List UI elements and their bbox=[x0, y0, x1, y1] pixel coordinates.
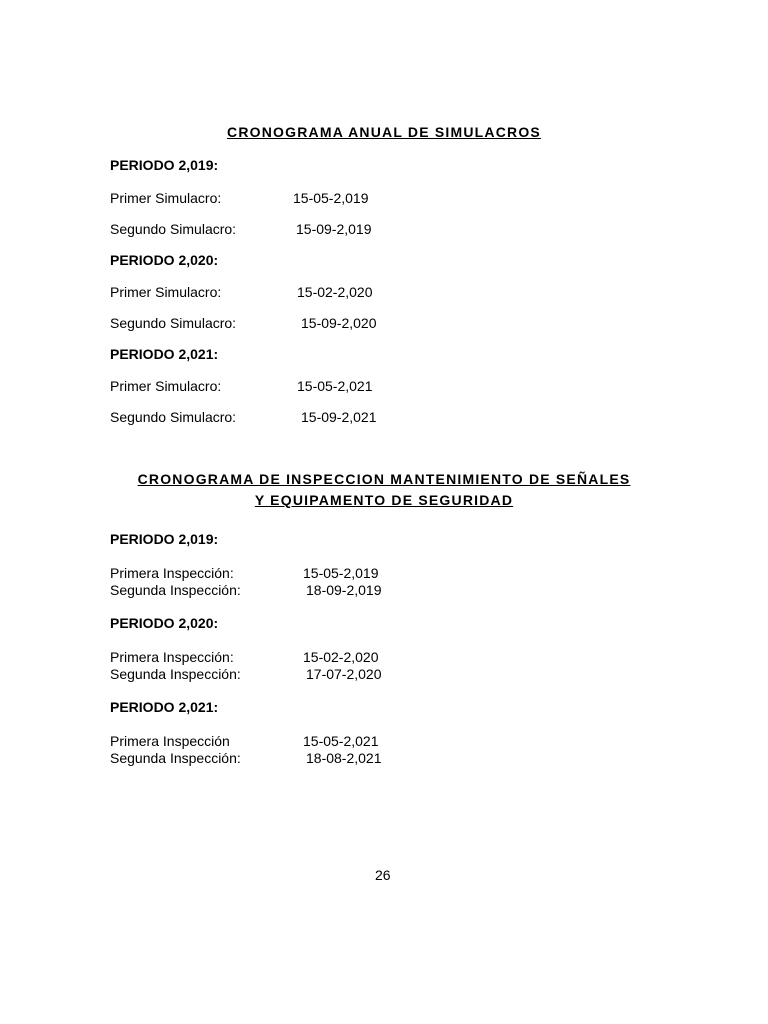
s2-row-label: Segunda Inspección: bbox=[110, 750, 241, 766]
s2-row-date: 15-05-2,019 bbox=[303, 565, 379, 581]
s1-row-label: Primer Simulacro: bbox=[110, 378, 222, 394]
s2-row-date: 18-08-2,021 bbox=[306, 750, 382, 766]
s2-row-label: Segunda Inspección: bbox=[110, 666, 241, 682]
section2-title-line2: Y EQUIPAMENTO DE SEGURIDAD bbox=[254, 492, 514, 508]
s2-row-label: Segunda Inspección: bbox=[110, 582, 241, 598]
s1-row-label: Segundo Simulacro: bbox=[110, 221, 237, 237]
s1-row-label: Primer Simulacro: bbox=[110, 284, 222, 300]
s1-period-2020: PERIODO 2,020: bbox=[110, 252, 219, 268]
s1-row-date: 15-05-2,021 bbox=[297, 378, 373, 394]
s2-row-label: Primera Inspección: bbox=[110, 649, 234, 665]
s1-row-label: Segundo Simulacro: bbox=[110, 315, 237, 331]
s1-row-date: 15-02-2,020 bbox=[297, 284, 373, 300]
s1-row-date: 15-09-2,019 bbox=[296, 221, 372, 237]
s1-row-date: 15-05-2,019 bbox=[293, 190, 369, 206]
s1-period-2021: PERIODO 2,021: bbox=[110, 346, 219, 362]
s2-period-2019: PERIODO 2,019: bbox=[110, 531, 219, 547]
s1-row-date: 15-09-2,020 bbox=[301, 315, 377, 331]
s1-row-label: Primer Simulacro: bbox=[110, 190, 222, 206]
s2-row-date: 15-05-2,021 bbox=[303, 733, 379, 749]
s2-period-2021: PERIODO 2,021: bbox=[110, 699, 219, 715]
s2-row-label: Primera Inspección: bbox=[110, 565, 234, 581]
s2-row-date: 18-09-2,019 bbox=[306, 582, 382, 598]
section1-title: CRONOGRAMA ANUAL DE SIMULACROS bbox=[227, 124, 541, 140]
s2-row-date: 15-02-2,020 bbox=[303, 649, 379, 665]
s2-row-label: Primera Inspección bbox=[110, 733, 230, 749]
s2-row-date: 17-07-2,020 bbox=[306, 666, 382, 682]
s2-period-2020: PERIODO 2,020: bbox=[110, 615, 219, 631]
page-number: 26 bbox=[375, 867, 391, 883]
s1-row-label: Segundo Simulacro: bbox=[110, 409, 237, 425]
s1-row-date: 15-09-2,021 bbox=[301, 409, 377, 425]
s1-period-2019: PERIODO 2,019: bbox=[110, 157, 219, 173]
section2-title-line1: CRONOGRAMA DE INSPECCION MANTENIMIENTO DE SEÑALES bbox=[137, 471, 631, 487]
